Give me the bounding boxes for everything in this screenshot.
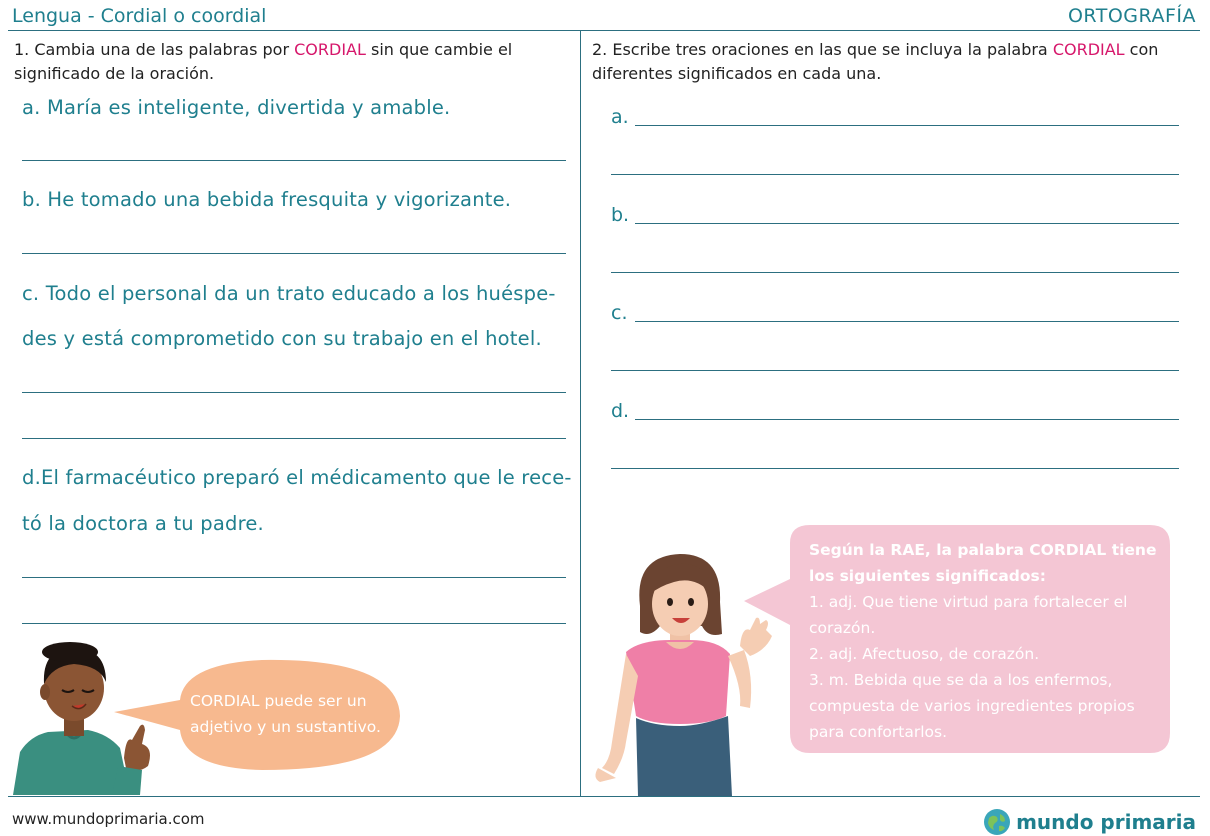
sentence-c-line2: des y está comprometido con su trabajo en el hotel. (22, 327, 542, 350)
exercise2-instruction (592, 38, 1204, 86)
answer-line[interactable] (22, 253, 566, 254)
definition-item-2: 2. adj. Afectuoso, de corazón. (809, 645, 1040, 663)
footer-url[interactable]: www.mundoprimaria.com (12, 810, 205, 828)
bubble-right-content (809, 537, 1164, 745)
sentence-c-line1: c. Todo el personal da un trato educado a los huéspe- (22, 282, 556, 305)
answer-letter-b: b. (611, 204, 630, 226)
answer-line[interactable] (635, 419, 1179, 420)
footer-divider (8, 796, 1200, 797)
instruction-text: 2. Escribe tres oraciones en las que se incluya la palabra (592, 40, 1053, 59)
worksheet-title: Lengua - Cordial o coordial (12, 5, 267, 27)
subject-label: ORTOGRAFÍA (1067, 5, 1196, 27)
exercise1-instruction (14, 38, 559, 86)
sentence-d-line1: d.El farmacéutico preparó el médicamento que le rece- (22, 466, 572, 489)
brand-name: mundo primaria (1016, 810, 1196, 834)
sentence-d-line2: tó la doctora a tu padre. (22, 512, 264, 535)
sentence-a: a. María es inteligente, divertida y amable. (22, 96, 451, 119)
bubble-left-text: CORDIAL puede ser un adjetivo y un sustantivo. (190, 692, 381, 736)
column-divider (580, 30, 581, 796)
answer-line[interactable] (611, 468, 1179, 469)
answer-line[interactable] (611, 174, 1179, 175)
answer-line[interactable] (22, 577, 566, 578)
keyword-cordial: CORDIAL (294, 40, 366, 59)
header-divider (8, 30, 1200, 31)
answer-letter-a: a. (611, 106, 629, 128)
answer-line[interactable] (635, 223, 1179, 224)
instruction-text: 1. Cambia una de las palabras por (14, 40, 295, 59)
answer-line[interactable] (611, 370, 1179, 371)
answer-line[interactable] (22, 392, 566, 393)
brand-logo (983, 808, 1196, 836)
definition-item-1: 1. adj. Que tiene virtud para fortalecer el corazón. (809, 593, 1128, 637)
answer-line[interactable] (635, 125, 1179, 126)
instruction-text: sin que cambie el significado de la oración. (14, 40, 513, 83)
answer-letter-d: d. (611, 400, 630, 422)
bubble-right-heading: Según la RAE, la palabra CORDIAL tiene los siguientes significados: (809, 541, 1157, 585)
answer-line[interactable] (635, 321, 1179, 322)
sentence-b: b. He tomado una bebida fresquita y vigorizante. (22, 188, 512, 211)
answer-line[interactable] (22, 160, 566, 161)
answer-line[interactable] (611, 272, 1179, 273)
globe-icon (983, 808, 1011, 836)
answer-letter-c: c. (611, 302, 628, 324)
keyword-cordial: CORDIAL (1052, 40, 1125, 59)
definition-item-3: 3. m. Bebida que se da a los enfermos, compuesta de varios ingredientes propios para confortarlos. (809, 671, 1135, 741)
answer-line[interactable] (22, 438, 566, 439)
instruction-text: con diferentes significados en cada una. (592, 40, 1159, 83)
answer-line[interactable] (22, 623, 566, 624)
